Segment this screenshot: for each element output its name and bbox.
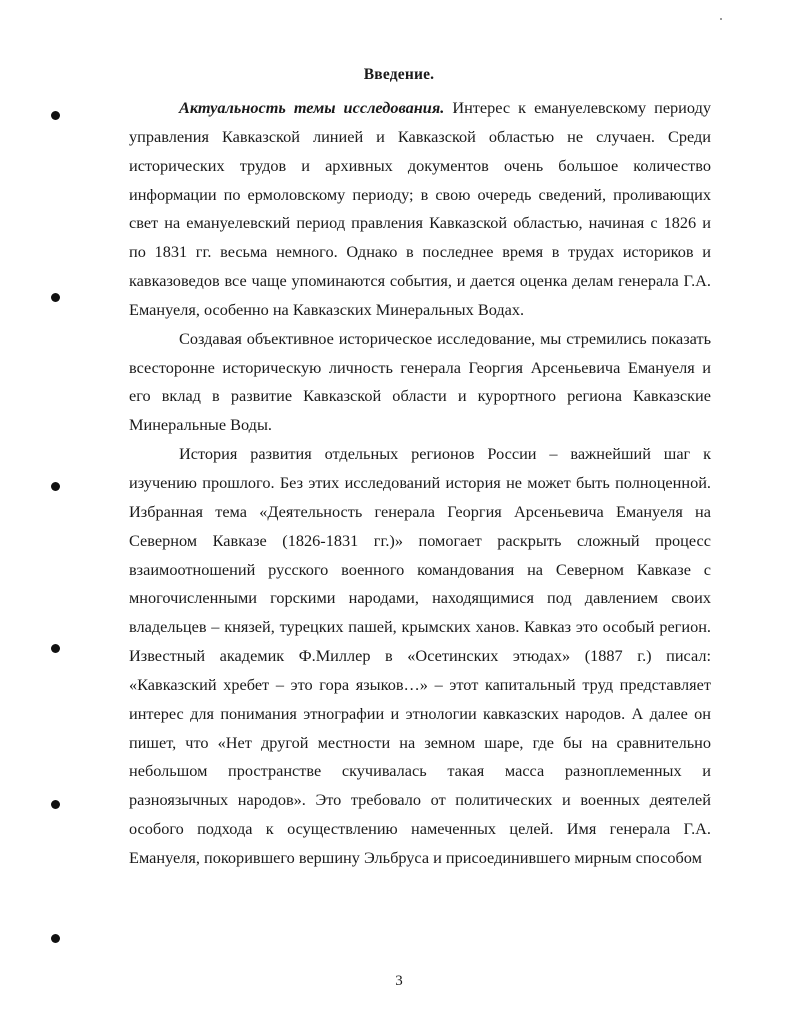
paragraph (129, 94, 711, 325)
binding-hole-mark (51, 934, 60, 943)
paragraph-lead-title: Актуальность темы исследования. (179, 98, 445, 117)
page-number: 3 (395, 973, 403, 989)
paragraph (129, 325, 711, 440)
paragraph-text: История развития отдельных регионов России – важнейший шаг к изучению прошлого. Без этих исследований история не может быть полноценной. Избранная тема «Деятельность генерала Георгия Арсеньевича Емануеля на Северном Кавказе (1826-1831 гг.)» помогает раскрыть сложный процесс взаимоотношений русского военного командования на Северном Кавказе с многочисленными горскими народами, находящимися под давлением своих владельцев – князей, турецких пашей, крымских ханов. Кавказ это особый регион. Известный академик Ф.Миллер в «Осетинских этюдах» (1887 г.) писал: «Кавказский хребет – это гора языков…» – этот капитальный труд представляет интерес для понимания этнографии и этнологии кавказских народов. А далее он пишет, что «Нет другой местности на земном шаре, где бы на сравнительно небольшом пространстве скучивалась такая масса разноплеменных и разноязычных народов». Это требовало от политических и военных деятелей особого подхода к осуществлению намеченных целей. Имя генерала Г.А. Емануеля, покорившего вершину Эльбруса и присоединившего мирным способом (129, 444, 711, 867)
section-heading: Введение. (363, 66, 435, 83)
binding-hole-mark (51, 111, 60, 120)
paragraph (129, 440, 711, 873)
paragraph-text: Интерес к емануелевскому периоду управления Кавказской линией и Кавказской областью не случаен. Среди исторических трудов и архивных документов очень большое количество информации по ермоловскому периоду; в свою очередь сведений, проливающих свет на емануелевский период правления Кавказской областью, начиная с 1826 и по 1831 гг. весьма немного. Однако в последнее время в трудах историков и кавказоведов все чаще упоминаются события, и дается оценка делам генерала Г.А. Емануеля, особенно на Кавказских Минеральных Водах. (129, 98, 711, 319)
body-text (129, 94, 711, 873)
binding-hole-mark (51, 293, 60, 302)
scan-speck (720, 18, 722, 20)
binding-hole-mark (51, 482, 60, 491)
paragraph-text: Создавая объективное историческое исследование, мы стремились показать всесторонне историческую личность генерала Георгия Арсеньевича Емануеля и его вклад в развитие Кавказской области и курортного региона Кавказские Минеральные Воды. (129, 328, 711, 435)
binding-hole-mark (51, 800, 60, 809)
binding-hole-mark (51, 644, 60, 653)
